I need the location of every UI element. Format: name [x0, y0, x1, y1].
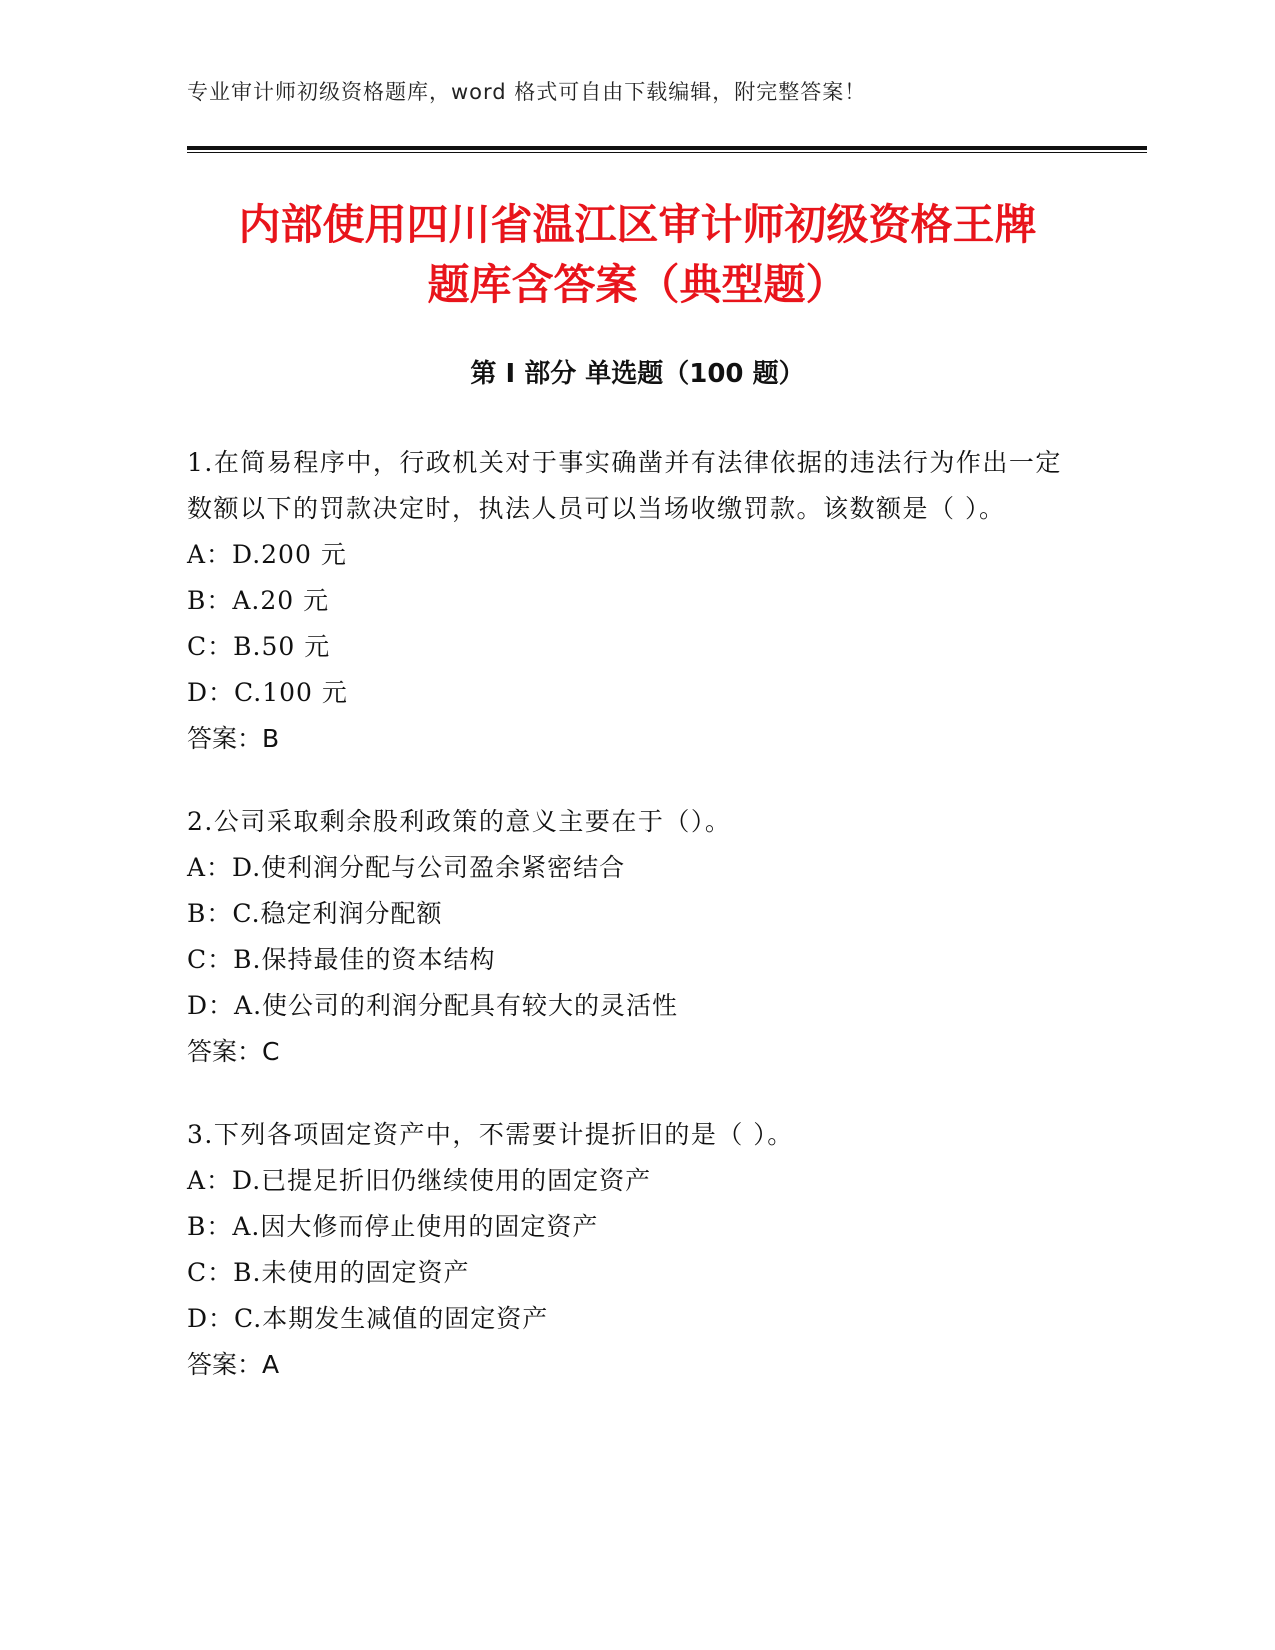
- question-list: [187, 440, 1067, 1425]
- question-1: [187, 440, 1067, 762]
- option-b: B：A.20 元: [187, 586, 330, 615]
- option-c: C：B.未使用的固定资产: [187, 1258, 470, 1287]
- answer: 答案：A: [187, 1350, 280, 1379]
- option-d: D：C.100 元: [187, 678, 348, 707]
- section-heading: 第 I 部分 单选题（100 题）: [470, 359, 805, 389]
- question-2: [187, 799, 1067, 1075]
- question-stem: 2.公司采取剩余股利政策的意义主要在于（）。: [187, 807, 732, 836]
- option-b: B：A.因大修而停止使用的固定资产: [187, 1212, 599, 1241]
- answer: 答案：B: [187, 724, 280, 753]
- document-title: [150, 195, 1125, 315]
- question-stem: 3.下列各项固定资产中，不需要计提折旧的是（ ）。: [187, 1120, 794, 1149]
- question-stem: 1.在简易程序中，行政机关对于事实确凿并有法律依据的违法行为作出一定数额以下的罚款决定时，执法人员可以当场收缴罚款。该数额是（ ）。: [187, 448, 1062, 523]
- header-rule-thick: [187, 146, 1147, 150]
- option-a: A：D.200 元: [187, 540, 347, 569]
- option-d: D：C.本期发生减值的固定资产: [187, 1304, 549, 1333]
- header-note: 专业审计师初级资格题库，word 格式可自由下载编辑，附完整答案！: [187, 80, 867, 104]
- option-d: D：A.使公司的利润分配具有较大的灵活性: [187, 991, 679, 1020]
- document-title-line2: 题库含答案（典型题）: [427, 260, 848, 309]
- option-a: A：D.使利润分配与公司盈余紧密结合: [187, 853, 626, 882]
- answer: 答案：C: [187, 1037, 280, 1066]
- document-title-line1: 内部使用四川省温江区审计师初级资格王牌: [238, 200, 1037, 249]
- option-c: C：B.保持最佳的资本结构: [187, 945, 496, 974]
- option-b: B：C.稳定利润分配额: [187, 899, 443, 928]
- option-a: A：D.已提足折旧仍继续使用的固定资产: [187, 1166, 652, 1195]
- header-rule-thin: [187, 152, 1147, 153]
- question-3: [187, 1112, 1067, 1388]
- option-c: C：B.50 元: [187, 632, 331, 661]
